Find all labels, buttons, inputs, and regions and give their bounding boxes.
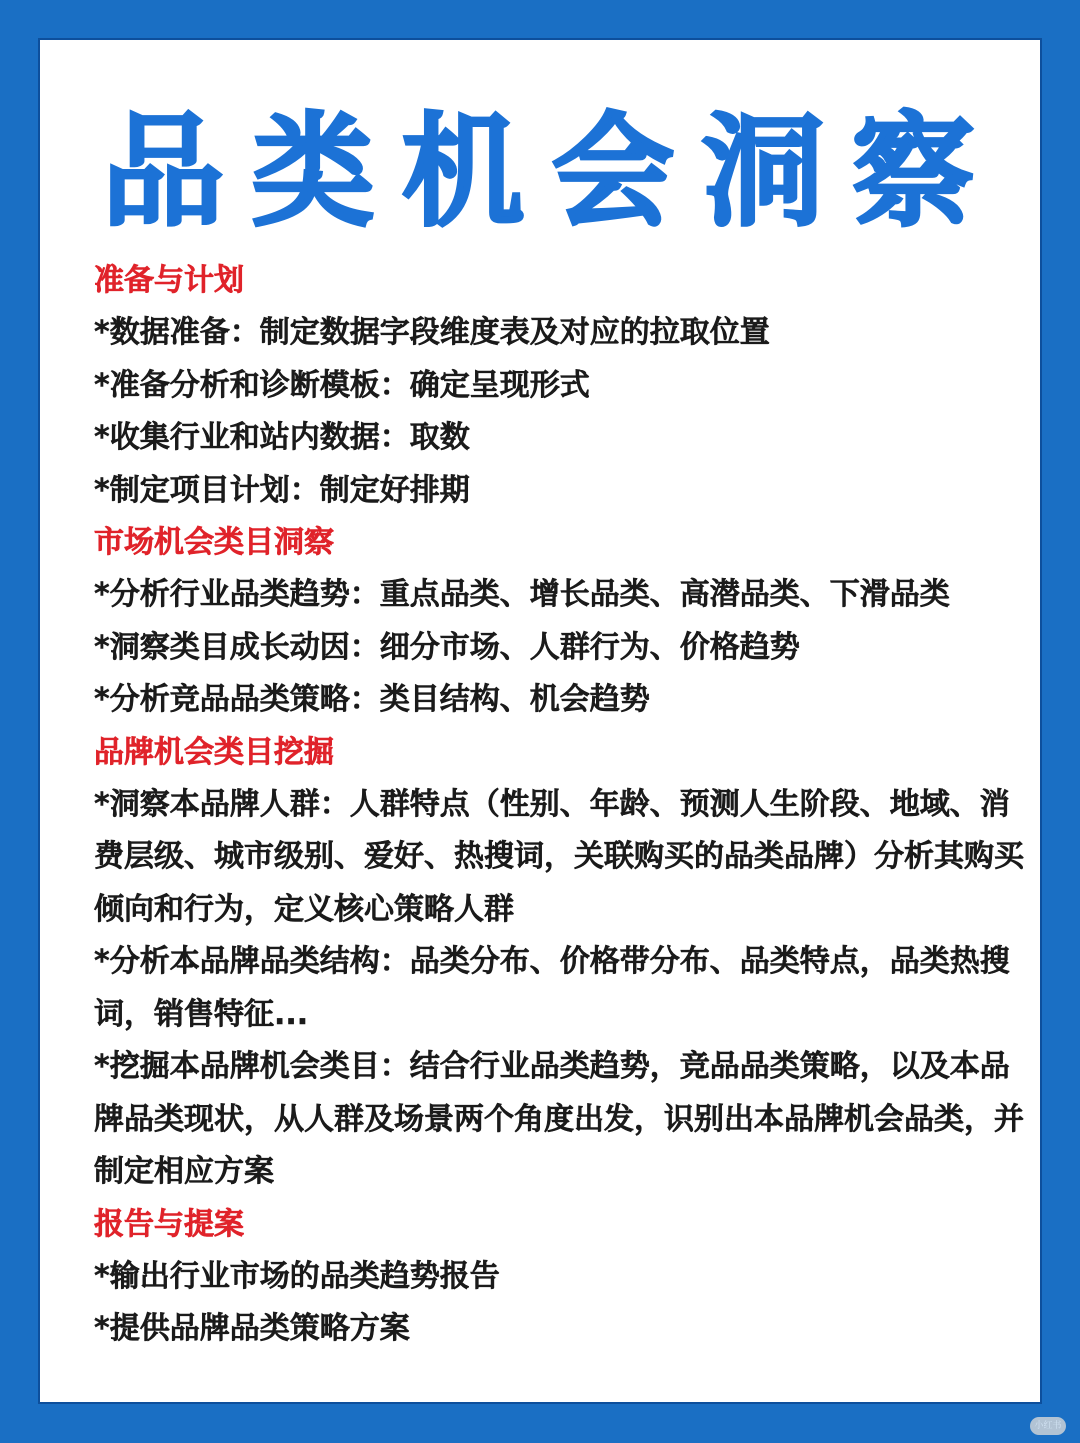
list-item: *输出行业市场的品类趋势报告 <box>94 1258 500 1294</box>
section-prepare <box>94 255 1034 517</box>
section-heading: 准备与计划 <box>94 263 244 298</box>
list-item: *洞察类目成长动因：细分市场、人群行为、价格趋势 <box>94 629 800 665</box>
list-item: *制定项目计划：制定好排期 <box>94 472 470 508</box>
list-item: *准备分析和诊断模板：确定呈现形式 <box>94 367 590 403</box>
watermark-badge: 小红书 <box>1030 1417 1066 1435</box>
list-item: *提供品牌品类策略方案 <box>94 1311 410 1346</box>
section-market <box>94 517 1034 727</box>
list-item: *分析竞品品类策略：类目结构、机会趋势 <box>94 682 650 717</box>
list-item: *分析行业品类趋势：重点品类、增长品类、高潜品类、下滑品类 <box>94 577 950 612</box>
list-item: *挖掘本品牌机会类目：结合行业品类趋势，竞品品类策略，以及本品牌品类现状，从人群及场景两个角度出发，识别出本品牌机会品类，并制定相应方案 <box>94 1049 1024 1189</box>
section-heading: 报告与提案 <box>94 1206 244 1242</box>
section-heading: 市场机会类目洞察 <box>94 525 334 560</box>
list-item: *分析本品牌品类结构：品类分布、价格带分布、品类特点，品类热搜词，销售特征... <box>94 944 1010 1032</box>
content-card <box>38 38 1042 1404</box>
list-item: *数据准备：制定数据字段维度表及对应的拉取位置 <box>94 315 770 350</box>
section-brand <box>94 727 1034 1199</box>
section-heading: 品牌机会类目挖掘 <box>94 734 334 770</box>
list-item: *收集行业和站内数据：取数 <box>94 420 470 455</box>
content-body <box>94 255 1034 1356</box>
page-title: 品类机会洞察 <box>102 101 1002 243</box>
section-report <box>94 1199 1034 1356</box>
list-item: *洞察本品牌人群：人群特点（性别、年龄、预测人生阶段、地域、消费层级、城市级别、爱好、热搜词，关联购买的品类品牌）分析其购买倾向和行为，定义核心策略人群 <box>94 786 1024 927</box>
